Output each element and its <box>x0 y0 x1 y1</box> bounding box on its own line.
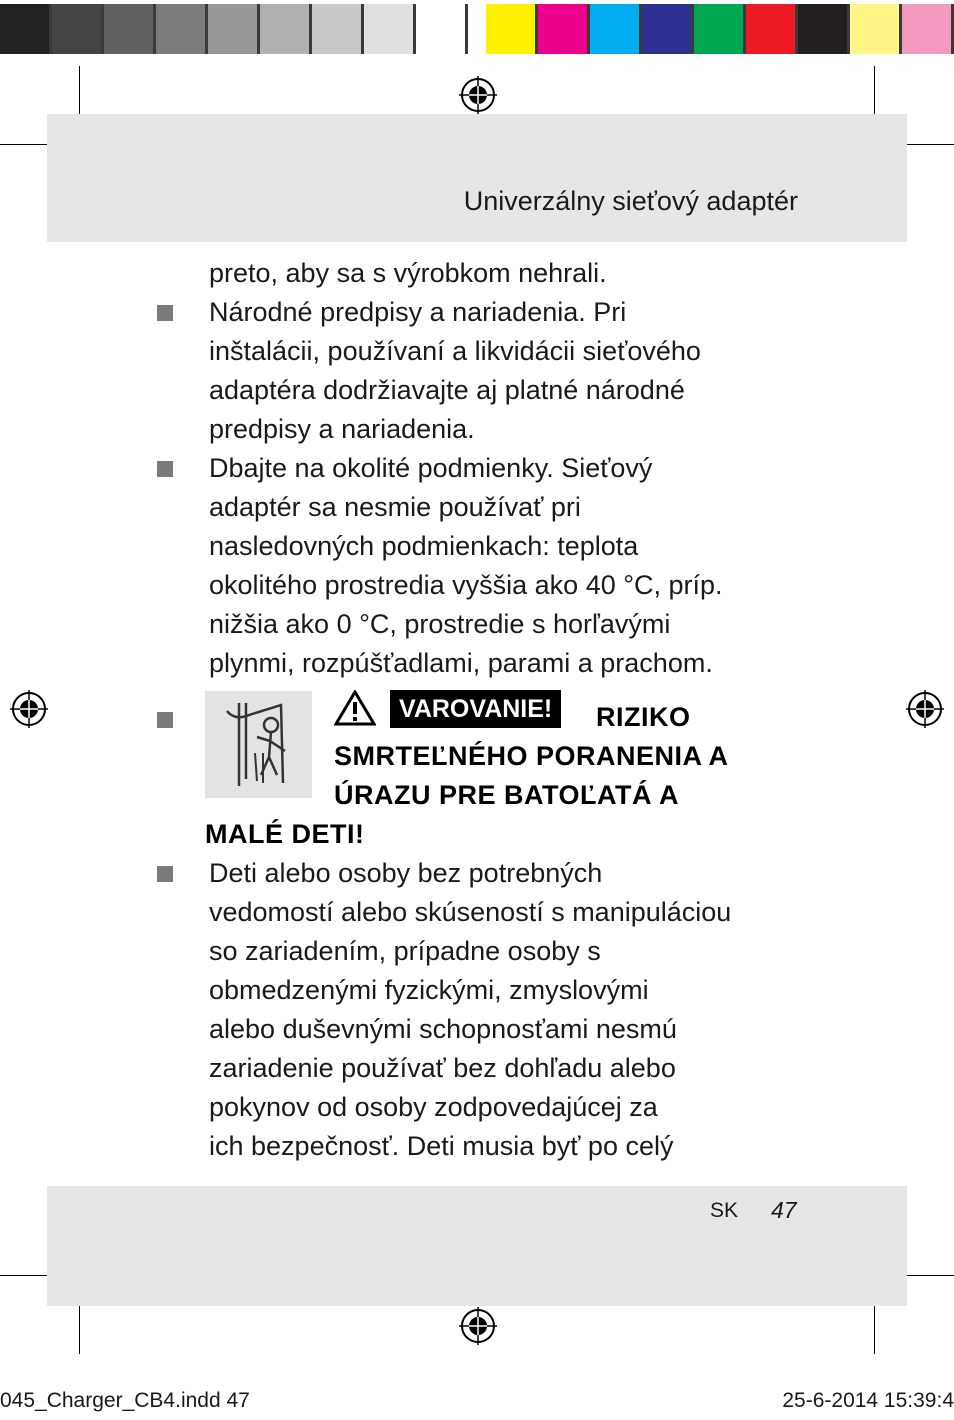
color-swatch <box>312 4 364 54</box>
bullet-square-icon <box>157 305 173 321</box>
child-with-cord-icon <box>205 691 312 798</box>
print-slug-timestamp: 25-6-2014 15:39:4 <box>782 1389 954 1412</box>
registration-mark-icon <box>10 690 48 728</box>
color-swatch <box>798 4 850 54</box>
warning-heading-line: MALÉ DETI! <box>205 819 365 849</box>
text-line: Národné predpisy a nariadenia. Pri <box>209 297 627 327</box>
paragraph-conditions <box>209 449 819 683</box>
text-line: Deti alebo osoby bez potrebných <box>209 858 603 888</box>
registration-mark-icon <box>459 76 497 114</box>
text-line: nižšia ako 0 °C, prostredie s horľavými <box>209 609 671 639</box>
bullet-square-icon <box>157 866 173 882</box>
bullet-square-icon <box>157 461 173 477</box>
crop-mark <box>874 1298 875 1354</box>
color-swatch <box>850 4 902 54</box>
text-line: okolitého prostredia vyššia ako 40 °C, príp. <box>209 570 723 600</box>
text-line: preto, aby sa s výrobkom nehrali. <box>209 258 607 288</box>
print-slug-filename: 045_Charger_CB4.indd 47 <box>0 1389 250 1412</box>
text-line: pokynov od osoby zodpovedajúcej za <box>209 1092 658 1122</box>
registration-mark-icon <box>906 690 944 728</box>
child-hazard-pictogram <box>205 691 312 798</box>
text-line: alebo duševnými schopnosťami nesmú <box>209 1014 677 1044</box>
color-swatch <box>538 4 590 54</box>
color-swatch <box>0 4 52 54</box>
paragraph-continuation <box>209 254 819 293</box>
paragraph-regulations <box>209 293 819 449</box>
color-swatch <box>104 4 156 54</box>
page-title: Univerzálny sieťový adaptér <box>463 186 798 216</box>
text-line: Dbajte na okolité podmienky. Sieťový <box>209 453 653 483</box>
color-swatch <box>364 4 416 54</box>
color-swatch <box>590 4 642 54</box>
text-line: adaptér sa nesmie používať pri <box>209 492 581 522</box>
text-line: vedomostí alebo skúseností s manipuláciou <box>209 897 732 927</box>
crop-mark <box>79 1298 80 1354</box>
language-code: SK <box>710 1199 739 1222</box>
text-line: zariadenie používať bez dohľadu alebo <box>209 1053 676 1083</box>
text-line: predpisy a nariadenia. <box>209 414 475 444</box>
text-line: obmedzenými fyzickými, zmyslovými <box>209 975 649 1005</box>
text-line: inštalácii, používaní a likvidácii sieťového <box>209 336 701 366</box>
color-swatch <box>416 4 468 54</box>
color-swatch <box>208 4 260 54</box>
color-swatch <box>902 4 954 54</box>
color-swatch <box>52 4 104 54</box>
bullet-square-icon <box>157 712 173 728</box>
color-swatch <box>642 4 694 54</box>
gray-color-bar <box>0 4 468 54</box>
text-line: ich bezpečnosť. Deti musia byť po celý <box>209 1131 674 1161</box>
warning-heading-line: ÚRAZU PRE BATOĽATÁ A <box>334 780 679 810</box>
warning-badge: VAROVANIE! <box>390 690 561 728</box>
color-swatch <box>260 4 312 54</box>
page-number: 47 <box>771 1197 797 1223</box>
text-line: nasledovných podmienkach: teplota <box>209 531 639 561</box>
warning-heading-line: RIZIKO <box>596 702 691 732</box>
paragraph-children <box>209 854 819 1166</box>
text-line: so zariadením, prípadne osoby s <box>209 936 601 966</box>
text-line: plynmi, rozpúšťadlami, parami a prachom. <box>209 648 713 678</box>
warning-heading-line: SMRTEĽNÉHO PORANENIA A <box>334 741 729 771</box>
color-swatch <box>156 4 208 54</box>
header-band <box>47 114 907 242</box>
color-swatch <box>694 4 746 54</box>
color-swatch <box>486 4 538 54</box>
color-swatch <box>746 4 798 54</box>
registration-mark-icon <box>459 1307 497 1345</box>
process-color-bar <box>486 4 954 54</box>
warning-triangle-icon <box>334 690 376 726</box>
text-line: adaptéra dodržiavajte aj platné národné <box>209 375 685 405</box>
